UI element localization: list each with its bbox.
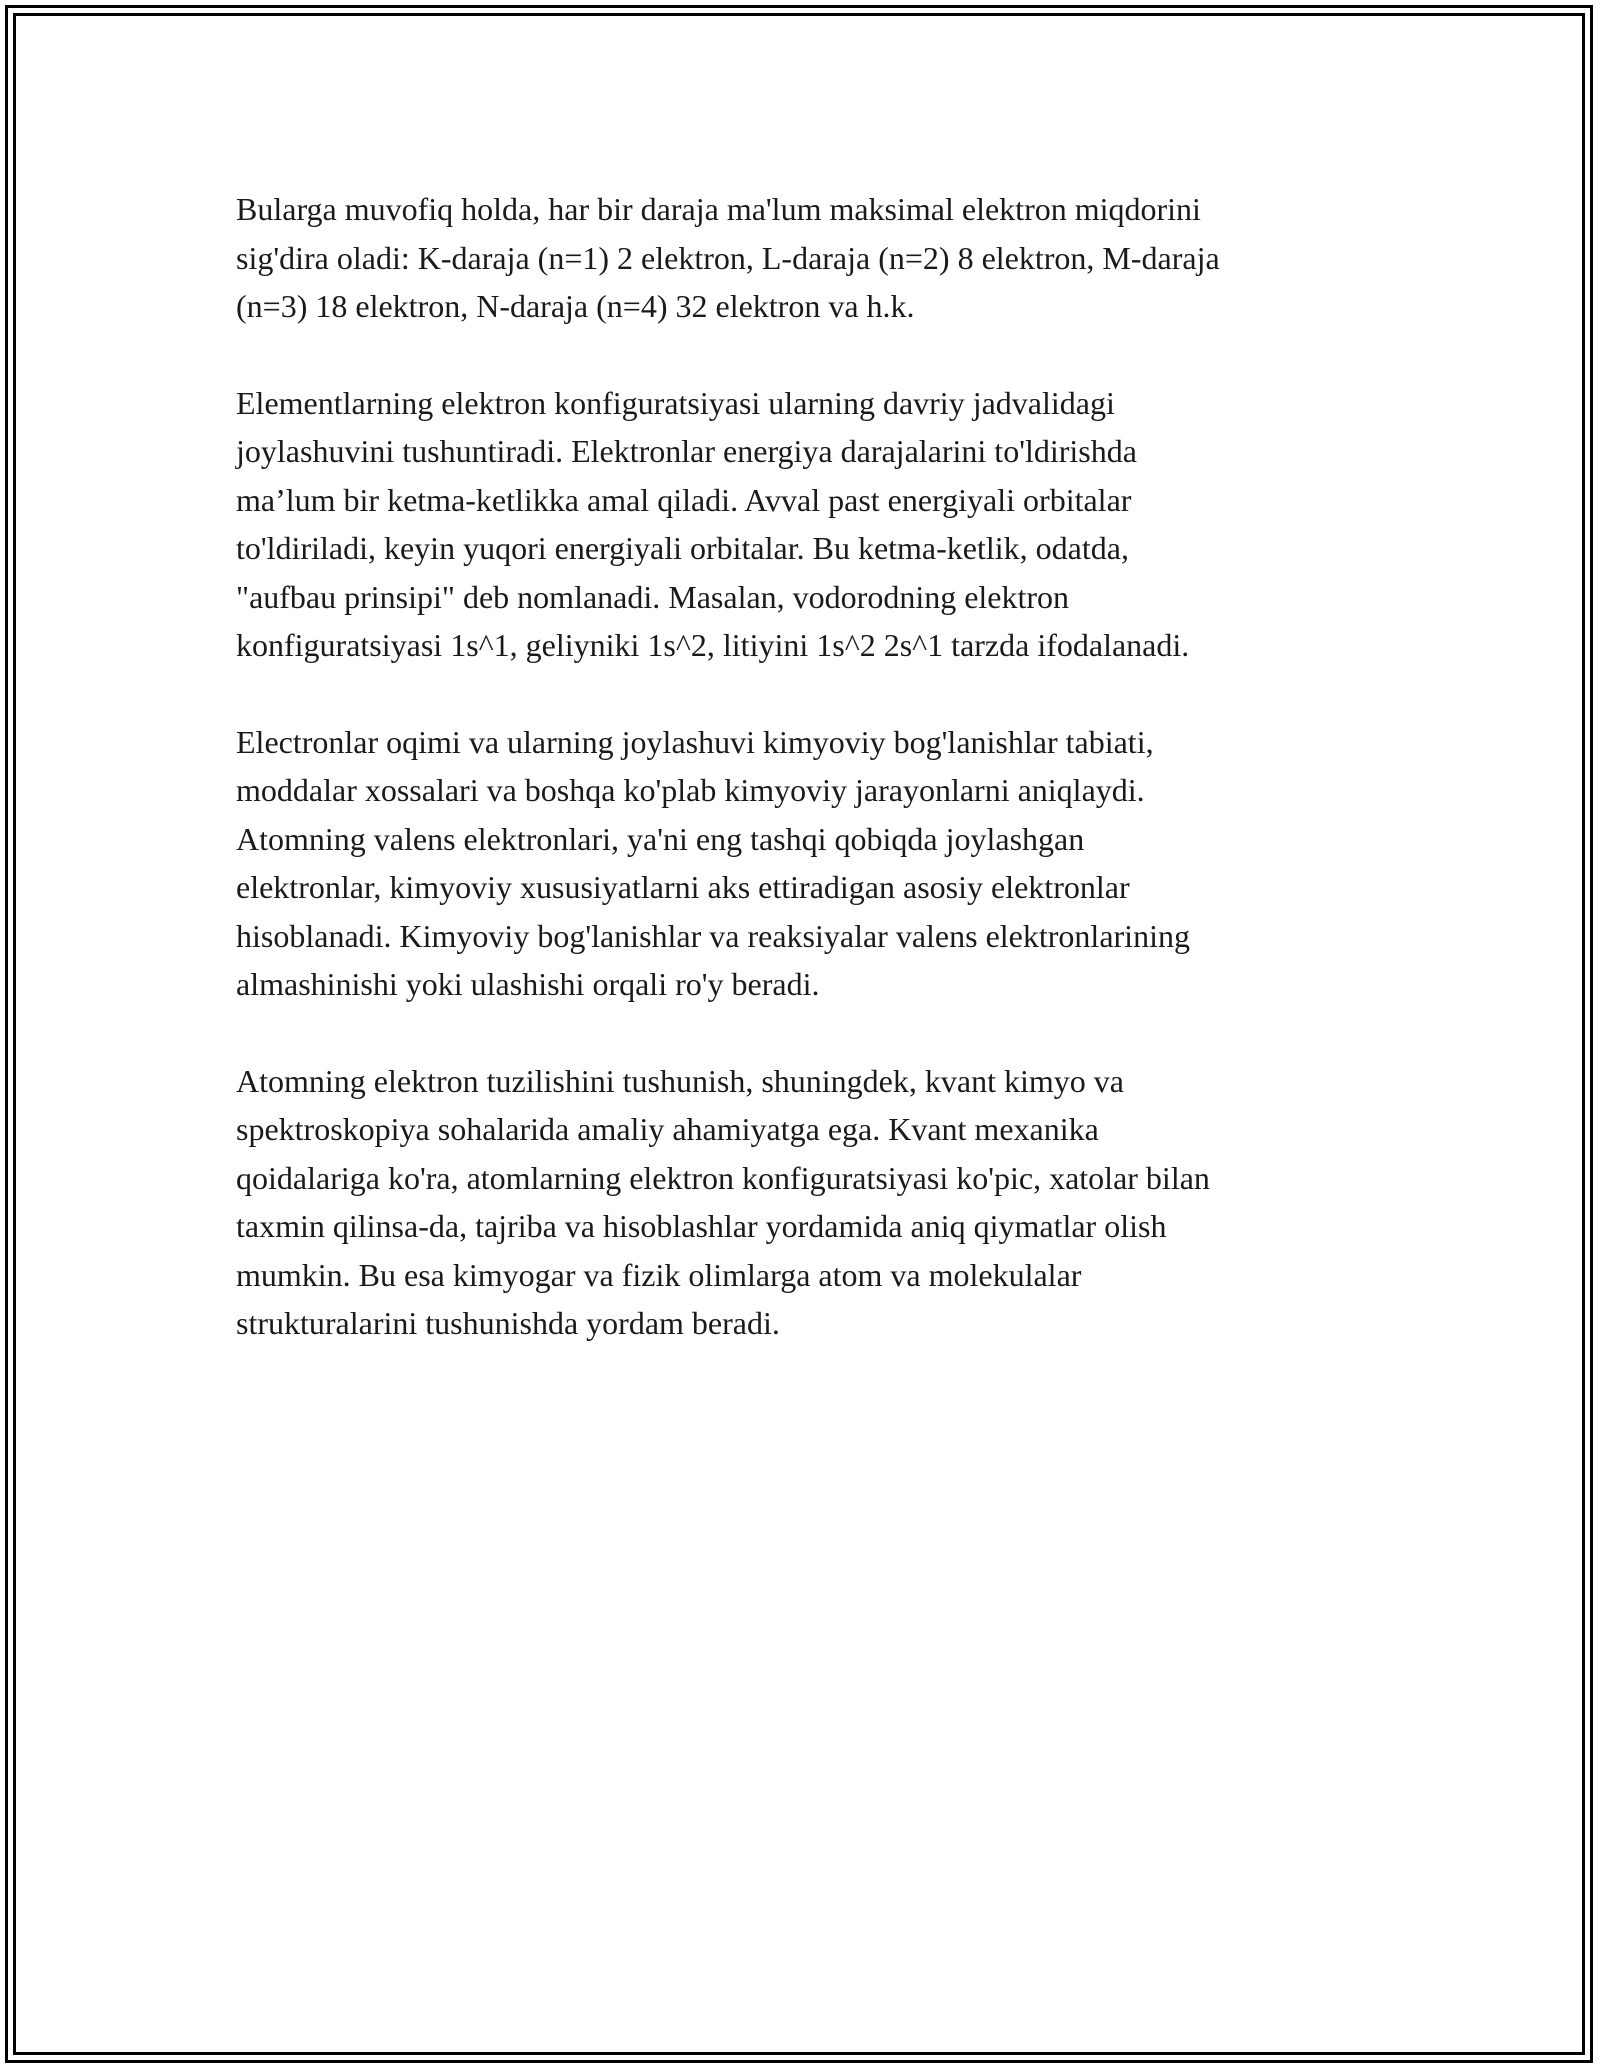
- text-line: mumkin. Bu esa kimyogar va fizik olimlarga atom va molekulalar: [236, 1256, 1082, 1293]
- text-line: qoidalariga ko'ra, atomlarning elektron konfiguratsiyasi ko'pic, xatolar bilan: [236, 1159, 1210, 1196]
- text-line: ma’lum bir ketma-ketlikka amal qiladi. Avval past energiyali orbitalar: [236, 481, 1132, 518]
- paragraph-1: [236, 185, 1396, 331]
- paragraph-3: [236, 718, 1396, 1009]
- text-line: moddalar xossalari va boshqa ko'plab kimyoviy jarayonlarni aniqlaydi.: [236, 772, 1145, 808]
- text-line: sig'dira oladi: K-daraja (n=1) 2 elektron, L-daraja (n=2) 8 elektron, M-daraja: [236, 239, 1220, 276]
- text-line: Atomning elektron tuzilishini tushunish, shuningdek, kvant kimyo va: [236, 1062, 1124, 1099]
- text-line: elektronlar, kimyoviy xususiyatlarni aks ettiradigan asosiy elektronlar: [236, 869, 1130, 905]
- text-line: konfiguratsiyasi 1s^1, geliyniki 1s^2, litiyini 1s^2 2s^1 tarzda ifodalanadi.: [236, 627, 1190, 663]
- text-line: hisoblanadi. Kimyoviy bog'lanishlar va reaksiyalar valens elektronlarining: [236, 917, 1190, 954]
- text-line: to'ldiriladi, keyin yuqori energiyali orbitalar. Bu ketma-ketlik, odatda,: [236, 530, 1129, 566]
- text-line: spektroskopiya sohalarida amaliy ahamiyatga ega. Kvant mexanika: [236, 1111, 1099, 1147]
- paragraph-2: [236, 379, 1396, 670]
- text-line: Atomning valens elektronlari, ya'ni eng tashqi qobiqda joylashgan: [236, 820, 1085, 857]
- text-line: almashinishi yoki ulashishi orqali ro'y beradi.: [236, 966, 820, 1002]
- document-body: [236, 185, 1396, 1396]
- text-line: taxmin qilinsa-da, tajriba va hisoblashlar yordamida aniq qiymatlar olish: [236, 1208, 1167, 1244]
- text-line: joylashuvini tushuntiradi. Elektronlar energiya darajalarini to'ldirishda: [236, 433, 1137, 469]
- text-line: Electronlar oqimi va ularning joylashuvi kimyoviy bog'lanishlar tabiati,: [236, 723, 1154, 760]
- text-line: (n=3) 18 elektron, N-daraja (n=4) 32 elektron va h.k.: [236, 288, 915, 324]
- text-line: Elementlarning elektron konfiguratsiyasi ularning davriy jadvalidagi: [236, 384, 1115, 421]
- text-line: "aufbau prinsipi" deb nomlanadi. Masalan, vodorodning elektron: [236, 578, 1070, 615]
- text-line: Bularga muvofiq holda, har bir daraja ma'lum maksimal elektron miqdorini: [236, 191, 1201, 227]
- text-line: strukturalarini tushunishda yordam beradi.: [236, 1305, 780, 1341]
- paragraph-4: [236, 1057, 1396, 1348]
